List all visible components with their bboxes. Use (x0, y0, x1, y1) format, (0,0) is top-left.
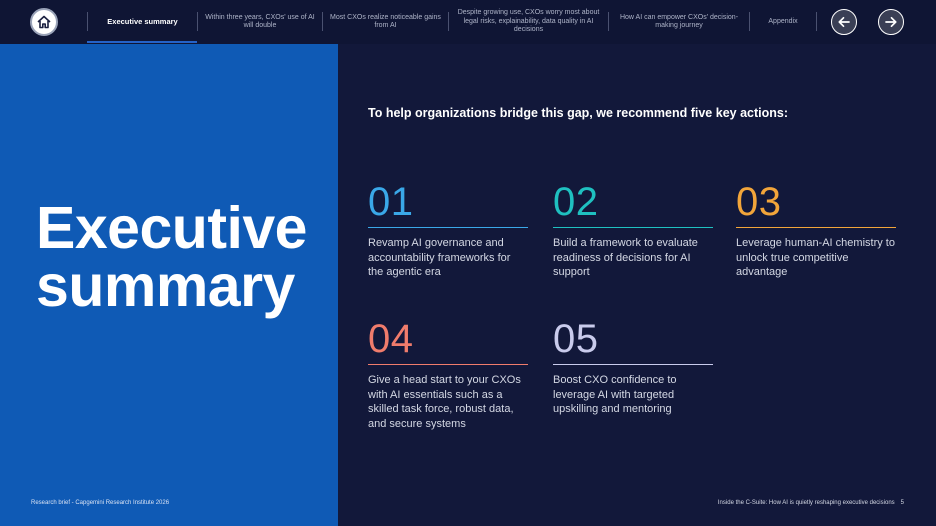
nav-tab-legal-risks[interactable]: Despite growing use, CXOs worry most about legal risks, explainability, data quality in AI decisions (457, 9, 600, 34)
action-text: Build a framework to evaluate readiness of decisions for AI support (553, 237, 698, 278)
action-item-05 (553, 318, 713, 417)
action-divider (368, 364, 528, 365)
action-number: 01 (368, 180, 414, 224)
home-icon (36, 14, 52, 30)
action-text: Revamp AI governance and accountability frameworks for the agentic era (368, 237, 511, 278)
action-item-04 (368, 318, 528, 431)
nav-tab-ai-use-double[interactable]: Within three years, CXOs' use of AI will double (205, 13, 315, 29)
action-number: 02 (553, 180, 599, 224)
action-divider (553, 227, 713, 228)
page-title: Executive summary (36, 195, 307, 319)
publication-footer: Research brief - Capgemini Research Institute 2026 (31, 500, 170, 506)
action-text: Boost CXO confidence to leverage AI with targeted upskilling and mentoring (553, 374, 677, 415)
nav-tab-appendix[interactable]: Appendix (768, 17, 798, 25)
action-item-01 (368, 181, 528, 280)
nav-tab-decision-journey[interactable]: How AI can empower CXOs' decision-making journey (619, 13, 739, 29)
action-text: Give a head start to your CXOs with AI essentials such as a skilled task force, robust data, and secure systems (368, 374, 521, 430)
previous-page-button[interactable] (831, 9, 857, 35)
action-number: 05 (553, 317, 599, 361)
action-item-02 (553, 181, 713, 280)
arrow-left-icon (837, 15, 851, 29)
action-divider (736, 227, 896, 228)
nav-tab-executive-summary[interactable]: Executive summary (107, 16, 178, 26)
nav-tab-noticeable-gains[interactable]: Most CXOs realize noticeable gains from AI (330, 13, 441, 29)
report-title-footer: Inside the C-Suite: How AI is quietly reshaping executive decisions (717, 500, 895, 506)
action-divider (553, 364, 713, 365)
intro-heading: To help organizations bridge this gap, we recommend five key actions: (368, 106, 788, 120)
page-number: 5 (900, 500, 904, 506)
action-number: 04 (368, 317, 414, 361)
home-button[interactable] (30, 8, 58, 36)
action-text: Leverage human-AI chemistry to unlock true competitive advantage (736, 237, 895, 278)
arrow-right-icon (884, 15, 898, 29)
next-page-button[interactable] (878, 9, 904, 35)
top-navigation (0, 0, 936, 44)
active-tab-indicator (87, 41, 197, 43)
action-number: 03 (736, 180, 782, 224)
report-footer (718, 500, 904, 506)
content-panel (338, 44, 936, 526)
title-panel (0, 44, 338, 526)
nav-separator (816, 12, 817, 31)
action-divider (368, 227, 528, 228)
action-item-03 (736, 181, 896, 280)
